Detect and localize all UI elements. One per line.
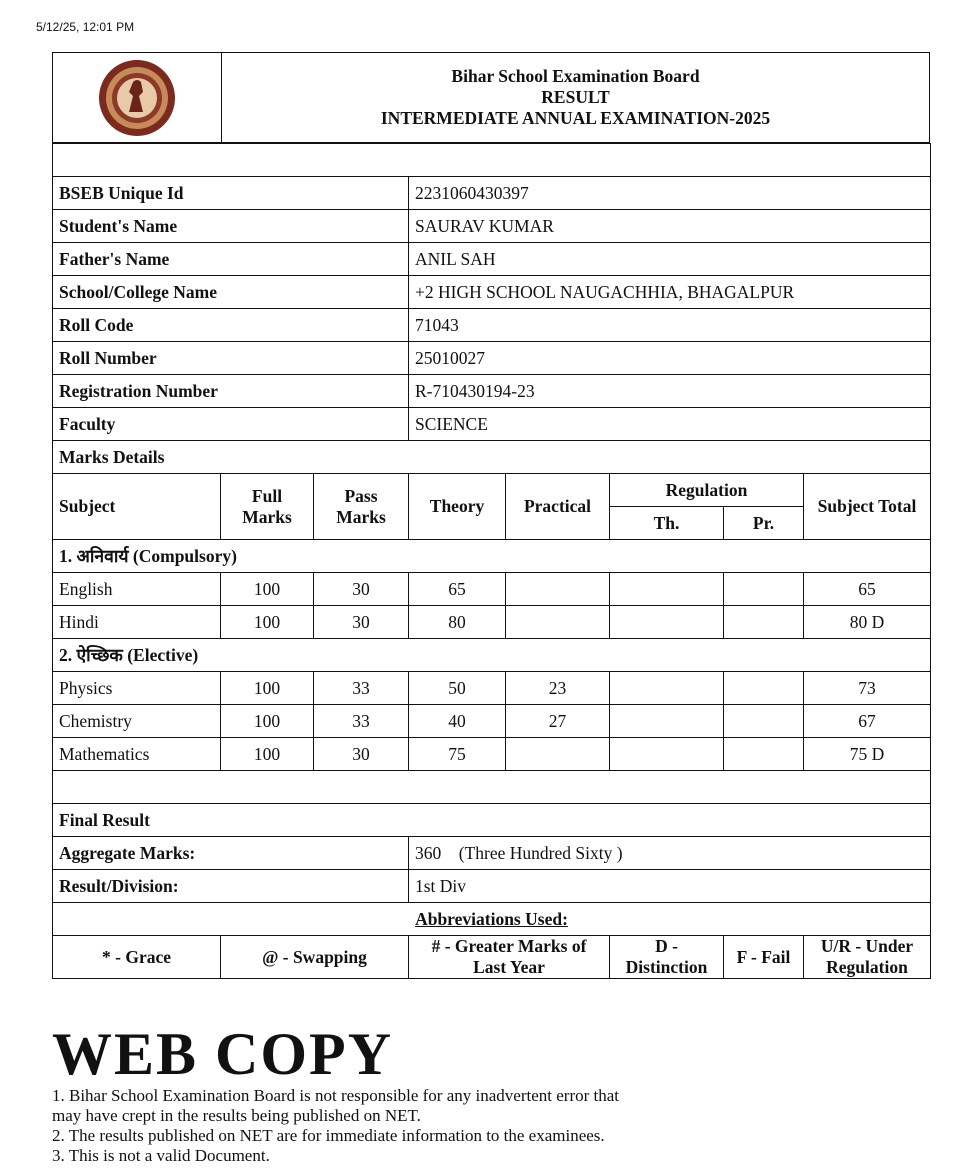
col-practical: Practical: [506, 474, 610, 540]
cell-subject: English: [53, 573, 221, 606]
cell-reg-pr: [724, 606, 804, 639]
web-copy-watermark: [52, 1022, 930, 1166]
info-label: Faculty: [53, 408, 409, 441]
cell-pass: 33: [314, 705, 409, 738]
cell-total: 65: [804, 573, 931, 606]
col-pass-marks: Pass Marks: [314, 474, 409, 540]
col-subject: Subject: [53, 474, 221, 540]
cell-subject: Hindi: [53, 606, 221, 639]
empty-row: [53, 771, 931, 804]
aggregate-value-cell: [409, 837, 931, 870]
info-value: 25010027: [409, 342, 931, 375]
subject-row: [53, 573, 931, 606]
info-label: Father's Name: [53, 243, 409, 276]
col-theory: Theory: [409, 474, 506, 540]
cell-reg-pr: [724, 672, 804, 705]
info-value: 71043: [409, 309, 931, 342]
info-value: +2 HIGH SCHOOL NAUGACHHIA, BHAGALPUR: [409, 276, 931, 309]
cell-reg-pr: [724, 705, 804, 738]
info-row: [53, 309, 931, 342]
info-row: [53, 210, 931, 243]
col-reg-theory: Th.: [610, 507, 724, 540]
spacer-row: [53, 144, 931, 177]
section-row: [53, 540, 931, 573]
result-table: [52, 143, 931, 979]
subject-row: [53, 738, 931, 771]
final-result-title: Final Result: [53, 804, 931, 837]
cell-pass: 33: [314, 672, 409, 705]
abbr-under-regulation: U/R - Under Regulation: [804, 936, 931, 979]
abbreviations-title: Abbreviations Used:: [53, 903, 931, 936]
abbr-grace: * - Grace: [53, 936, 221, 979]
cell-pass: 30: [314, 606, 409, 639]
print-timestamp: 5/12/25, 12:01 PM: [36, 20, 135, 34]
cell-total: 80 D: [804, 606, 931, 639]
watermark-line-3: 2. The results published on NET are for immediate information to the examinees.: [52, 1126, 605, 1145]
cell-theory: 40: [409, 705, 506, 738]
info-label: Roll Code: [53, 309, 409, 342]
info-value: 2231060430397: [409, 177, 931, 210]
cell-practical: [506, 738, 610, 771]
abbr-distinction: D - Distinction: [610, 936, 724, 979]
result-label: RESULT: [541, 87, 610, 107]
cell-subject: Physics: [53, 672, 221, 705]
info-label: School/College Name: [53, 276, 409, 309]
cell-theory: 75: [409, 738, 506, 771]
board-name: Bihar School Examination Board: [451, 66, 700, 86]
watermark-line-4: 3. This is not a valid Document.: [52, 1146, 270, 1165]
cell-total: 75 D: [804, 738, 931, 771]
col-subject-total: Subject Total: [804, 474, 931, 540]
abbr-greater-marks: # - Greater Marks of Last Year: [409, 936, 610, 979]
info-label: Registration Number: [53, 375, 409, 408]
info-row: [53, 342, 931, 375]
division-label: Result/Division:: [53, 870, 409, 903]
cell-reg-pr: [724, 573, 804, 606]
cell-reg-th: [610, 606, 724, 639]
marks-details-title: Marks Details: [53, 441, 931, 474]
watermark-line-1: 1. Bihar School Examination Board is not responsible for any inadvertent error that: [52, 1086, 620, 1105]
section-title: 2. ऐच्छिक (Elective): [53, 639, 931, 672]
cell-total: 67: [804, 705, 931, 738]
subject-row: [53, 705, 931, 738]
info-row: [53, 243, 931, 276]
exam-name: INTERMEDIATE ANNUAL EXAMINATION-2025: [380, 108, 771, 128]
info-label: Roll Number: [53, 342, 409, 375]
cell-theory: 65: [409, 573, 506, 606]
cell-full: 100: [221, 672, 314, 705]
section-row: [53, 639, 931, 672]
board-title: [222, 53, 929, 142]
info-value: R-710430194-23: [409, 375, 931, 408]
col-full-marks: Full Marks: [221, 474, 314, 540]
cell-practical: [506, 573, 610, 606]
aggregate-value: 360: [415, 842, 442, 863]
cell-full: 100: [221, 705, 314, 738]
watermark-main: WEB COPY: [52, 1021, 394, 1087]
bseb-logo-cell: [53, 53, 222, 142]
cell-reg-pr: [724, 738, 804, 771]
cell-subject: Mathematics: [53, 738, 221, 771]
info-row: [53, 375, 931, 408]
col-regulation: Regulation: [610, 474, 804, 507]
cell-full: 100: [221, 606, 314, 639]
subject-row: [53, 672, 931, 705]
cell-pass: 30: [314, 738, 409, 771]
cell-reg-th: [610, 705, 724, 738]
info-label: BSEB Unique Id: [53, 177, 409, 210]
info-row: [53, 408, 931, 441]
abbr-fail: F - Fail: [724, 936, 804, 979]
abbr-swapping: @ - Swapping: [221, 936, 409, 979]
division-value: 1st Div: [409, 870, 931, 903]
result-header: [52, 52, 930, 143]
section-title: 1. अनिवार्य (Compulsory): [53, 540, 931, 573]
subject-row: [53, 606, 931, 639]
aggregate-label: Aggregate Marks:: [53, 837, 409, 870]
info-value: SCIENCE: [409, 408, 931, 441]
cell-pass: 30: [314, 573, 409, 606]
cell-full: 100: [221, 573, 314, 606]
cell-reg-th: [610, 573, 724, 606]
info-label: Student's Name: [53, 210, 409, 243]
cell-practical: 27: [506, 705, 610, 738]
info-row: [53, 276, 931, 309]
info-row: [53, 177, 931, 210]
cell-theory: 80: [409, 606, 506, 639]
cell-subject: Chemistry: [53, 705, 221, 738]
aggregate-words: (Three Hundred Sixty ): [458, 842, 623, 863]
watermark-line-2: may have crept in the results being published on NET.: [52, 1106, 421, 1125]
info-value: ANIL SAH: [409, 243, 931, 276]
col-reg-practical: Pr.: [724, 507, 804, 540]
cell-reg-th: [610, 672, 724, 705]
cell-reg-th: [610, 738, 724, 771]
cell-total: 73: [804, 672, 931, 705]
bseb-seal-icon: [97, 58, 177, 138]
cell-full: 100: [221, 738, 314, 771]
cell-practical: 23: [506, 672, 610, 705]
cell-theory: 50: [409, 672, 506, 705]
cell-practical: [506, 606, 610, 639]
info-value: SAURAV KUMAR: [409, 210, 931, 243]
